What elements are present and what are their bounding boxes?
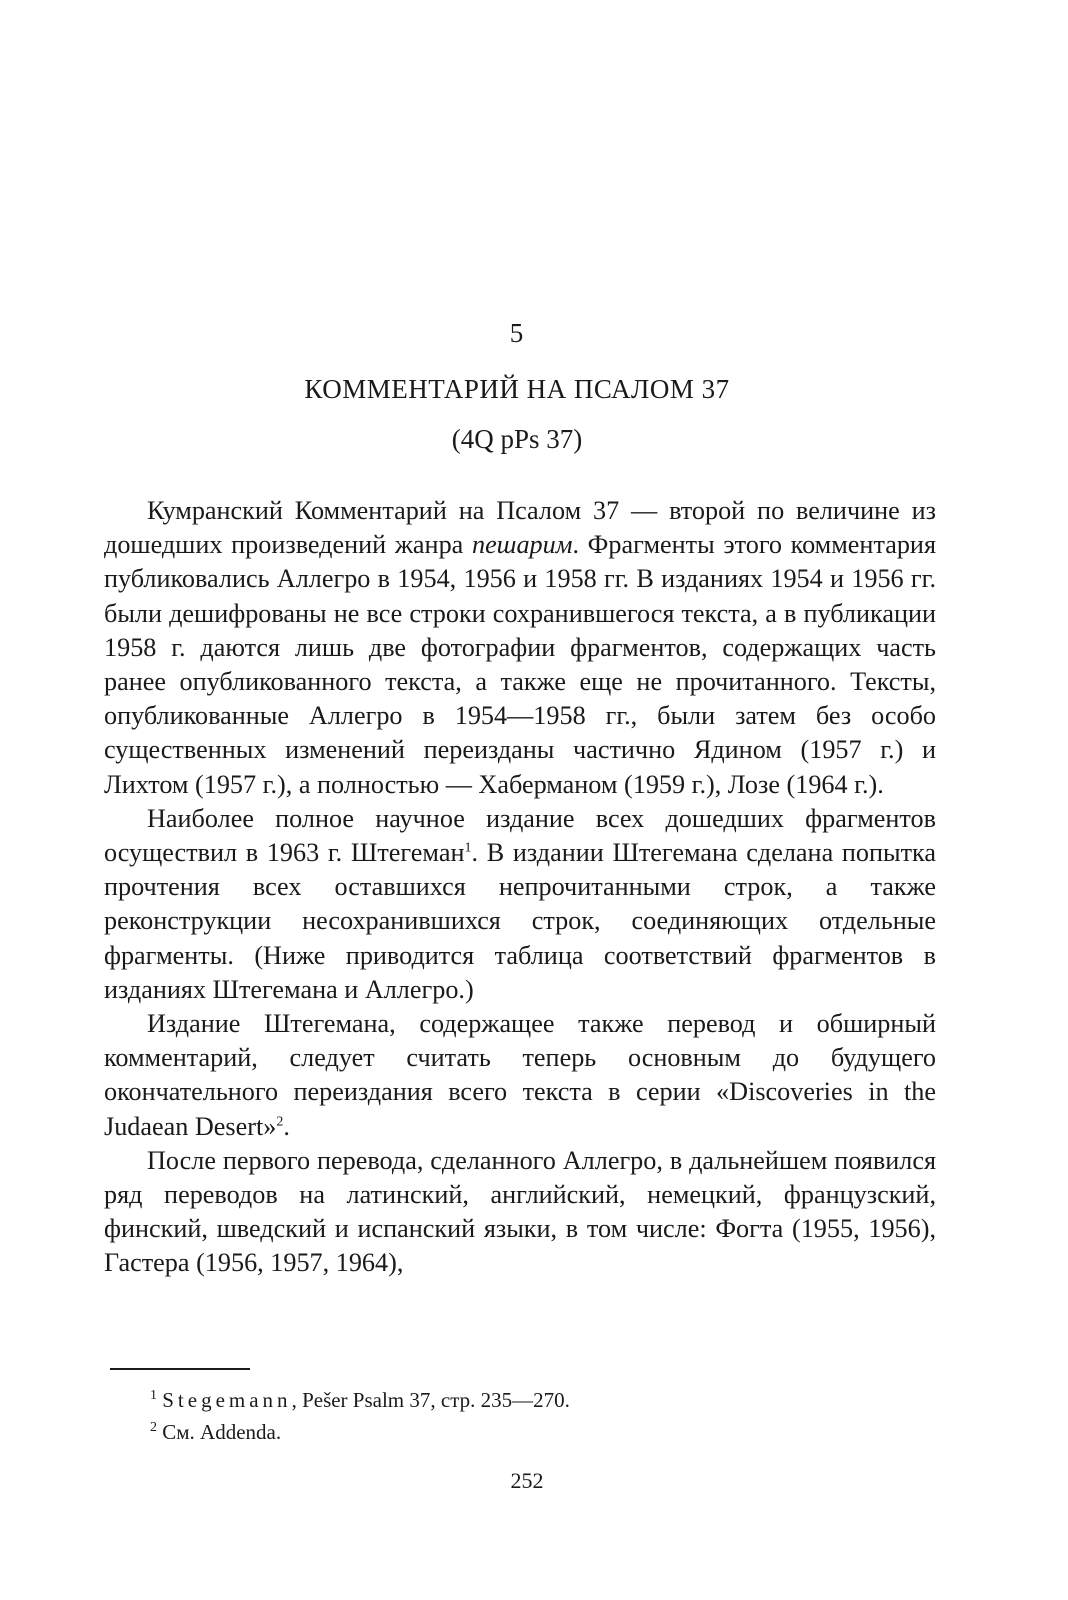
footnotes [150,1384,850,1448]
footnote-2-marker: 2 [150,1420,157,1435]
footnote-1-marker: 1 [150,1388,157,1403]
paragraph-2-text-b: . В издании Штегемана сделана попытка прочтения всех оставшихся непрочитанными строк, а также реконструкции несохранившихся строк, соединяющих отдельные фрагменты. (Ниже приводится таблица соответствий фрагментов в изданиях Штегемана и Аллегро.) [104,838,936,1004]
paragraph-2 [104,802,936,1007]
footnote-ref-2: 2 [276,1113,284,1129]
paragraph-3-text-b: . [283,1111,290,1141]
footnote-1 [150,1384,850,1416]
footnote-1-author: Stegemann [162,1388,292,1412]
paragraph-1-italic-term: пешарим [471,530,573,560]
paragraph-3-text-a: Издание Штегемана, содержащее также перевод и обширный комментарий, следует считать теперь основным до будущего окончательного переиздания всего текста в серии «Discoveries in the Judaean Desert» [104,1009,936,1141]
paragraph-4: После первого перевода, сделанного Аллегро, в дальнейшем появился ряд переводов на латинский, английский, немецкий, французский, финский, шведский и испанский языки, в том числе: Фогта (1955, 1956), Гастера (1956, 1957, 1964), [104,1145,936,1278]
footnote-2-text: См. Addenda. [162,1420,282,1444]
chapter-title: КОММЕНТАРИЙ НА ПСАЛОМ 37 [304,374,730,404]
page-number: 252 [510,1468,544,1493]
footnote-ref-1: 1 [464,840,472,856]
footnote-divider [110,1368,250,1370]
paragraph-2-text-a: Наиболее полное научное издание всех дошедших фрагментов осуществил в 1963 г. Штегеман [104,803,936,868]
paragraph-1-text-b: . Фрагменты этого комментария публиковались Аллегро в 1954, 1956 и 1958 гг. В изданиях 1954 и 1956 гг. были дешифрованы не все строки сохранившегося текста, а в публикации 1958 г. даются лишь две фотографии фрагментов, содержащих часть ранее опубликованного текста, а также еще не прочитанного. Тексты, опубликованные Аллегро в 1954—1958 гг., были затем без особо существенных изменений переизданы частично Ядином (1957 г.) и Лихтом (1957 г.), а полностью — Хаберманом (1959 г.), Лозе (1964 г.). [104,530,936,799]
chapter-subtitle: (4Q pPs 37) [451,424,583,454]
paragraph-1 [104,494,936,802]
footnote-1-text: , Pešer Psalm 37, стр. 235—270. [291,1388,570,1412]
paragraph-3 [104,1007,936,1144]
body-text [104,494,936,1281]
footnote-2 [150,1416,850,1448]
paragraph-1-text-a: Кумранский Комментарий на Псалом 37 — второй по величине из дошедших произведений жанра [104,496,936,560]
chapter-number: 5 [509,318,525,348]
